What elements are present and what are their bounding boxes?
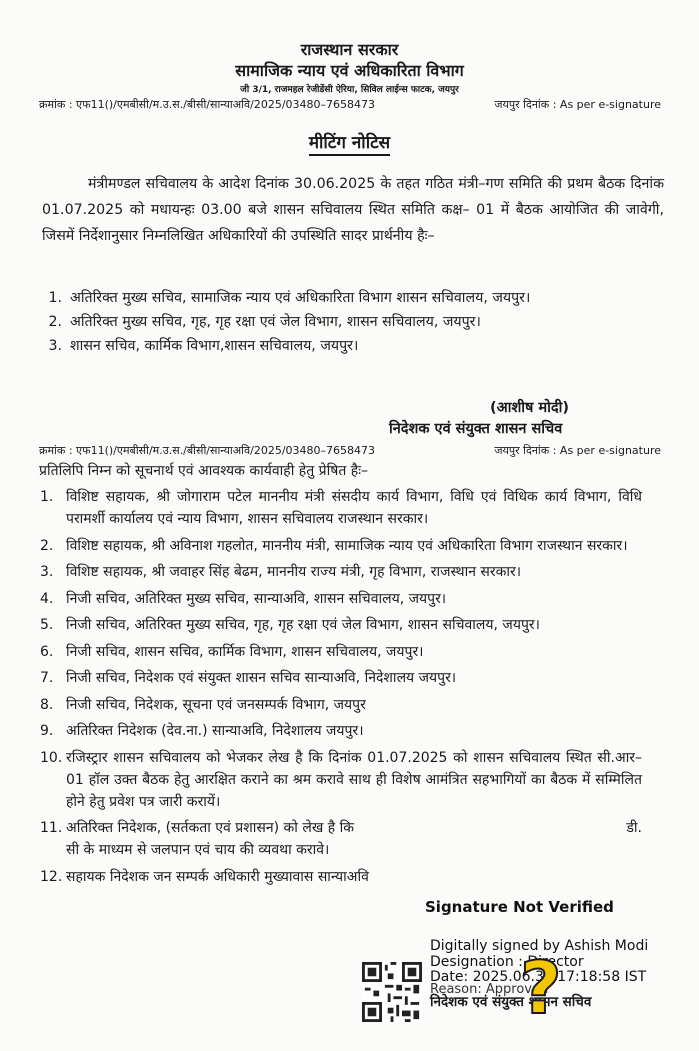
attendee-list bbox=[38, 286, 530, 358]
signer-designation: Designation : Director bbox=[430, 954, 584, 970]
list-item: 3. विशिष्ट सहायक, श्री जवाहर सिंह बेढम, माननीय राज्य मंत्री, गृह विभाग, राजस्थान सरकार। bbox=[40, 564, 522, 580]
department-name: सामाजिक न्याय एवं अधिकारिता विभाग bbox=[235, 61, 464, 80]
govt-name: राजस्थान सरकार bbox=[300, 40, 399, 59]
list-item: 7. निजी सचिव, निदेशक एवं संयुक्त शासन सचिव सान्याअवि, निदेशालय जयपुर। bbox=[40, 670, 457, 686]
list-item: 12. सहायक निदेशक जन सम्पर्क अधिकारी मुख्यावास सान्याअवि bbox=[40, 868, 369, 885]
reference-date: जयपुर दिनांक : As per e-signature bbox=[494, 98, 661, 111]
notice-body-text: मंत्रीमण्डल सचिवालय के आदेश दिनांक 30.06.2025 के तहत गठित मंत्री–गण समिति की प्रथम बैठक दिनांक 01.07.2025 को मधायन्हः 03.00 बजे शासन सचिवालय स्थित समिति कक्ष– 01 में बैठक आयोजित की जावेगी, जिसमें निर्देशानुसार निम्नलिखित अधिकारियों की उपस्थिति सादर प्रार्थनीय हैः– bbox=[42, 176, 664, 244]
list-item: 2. विशिष्ट सहायक, श्री अविनाश गहलोत, माननीय मंत्री, सामाजिक न्याय एवं अधिकारिता विभाग राजस्थान सरकार। bbox=[40, 537, 628, 554]
reference-line bbox=[39, 97, 661, 112]
list-item: 1. अतिरिक्त मुख्य सचिव, सामाजिक न्याय एवं अधिकारिता विभाग शासन सचिवालय, जयपुर। bbox=[48, 290, 531, 306]
notice-title: मीटिंग नोटिस bbox=[0, 130, 699, 153]
reference-line-2 bbox=[39, 443, 661, 458]
qr-code-icon bbox=[362, 962, 422, 1022]
signatory-name: (आशीष मोदी) bbox=[490, 400, 569, 416]
list-item: 1. विशिष्ट सहायक, श्री जोगाराम पटेल माननीय मंत्री संसदीय कार्य विभाग, विधि एवं विधिक कार्य विभाग, विधि परामर्शी कार्यालय एवं न्याय विभाग, शासन सचिवालय राजस्थान सरकार। bbox=[40, 489, 642, 527]
copy-item-11-tail: डी. bbox=[626, 820, 642, 836]
signatory-designation: निदेशक एवं संयुक्त शासन सचिव bbox=[389, 421, 563, 437]
copy-list bbox=[40, 486, 642, 892]
signature-date: Date: 2025.06.30 17:18:58 IST bbox=[430, 969, 647, 985]
signature-reason: Reason: Approved bbox=[430, 982, 549, 997]
list-item: 9. अतिरिक्त निदेशक (देव.ना.) सान्याअवि, निदेशालय जयपुर। bbox=[40, 723, 364, 739]
department-address: जी 3/1, राजमहल रेजीडेंसी ऐरिया, सिविल लाईन्स फाटक, जयपुर bbox=[240, 85, 459, 95]
list-item: 10. रजिस्ट्रार शासन सचिवालय को भेजकर लेख है कि दिनांक 01.07.2025 को शासन सचिवालय स्थित सी.आर–01 हॉल उक्त बैठक हेतु आरक्षित कराने का श्रम करावे साथ ही विशेष आमंत्रित सहभागियों का बैठक में सम्मिलित होने हेतु प्रवेश पत्र जारी करायें। bbox=[40, 749, 642, 810]
list-item: 5. निजी सचिव, अतिरिक्त मुख्य सचिव, गृह, गृह रक्षा एवं जेल विभाग, शासन सचिवालय, जयपुर। bbox=[40, 617, 540, 633]
list-item: सी के माध्यम से जलपान एवं चाय की व्यवथा करावे। bbox=[66, 842, 330, 858]
question-mark-icon: ? bbox=[520, 946, 562, 1030]
signature-designation-line: निदेशक एवं संयुक्त शासन सचिव bbox=[430, 994, 592, 1010]
list-item: 4. निजी सचिव, अतिरिक्त मुख्य सचिव, सान्याअवि, शासन सचिवालय, जयपुर। bbox=[40, 590, 447, 607]
list-item: 11. अतिरिक्त निदेशक, (सर्तकता एवं प्रशासन) को लेख है कि डी. bbox=[40, 817, 642, 839]
list-item: 8. निजी सचिव, निदेशक, सूचना एवं जनसम्पर्क विभाग, जयपुर bbox=[40, 696, 366, 713]
notice-body bbox=[42, 171, 664, 249]
signed-by: Digitally signed by Ashish Modi bbox=[430, 938, 649, 954]
reference-number: क्रमांक : एफ11()/एमबीसी/म.उ.स./बीसी/सान्याअवि/2025/03480–7658473 bbox=[39, 98, 376, 111]
list-item: 6. निजी सचिव, शासन सचिव, कार्मिक विभाग, शासन सचिवालय, जयपुर। bbox=[40, 643, 424, 660]
signature-status: Signature Not Verified bbox=[425, 898, 614, 916]
list-item: 3. शासन सचिव, कार्मिक विभाग,शासन सचिवालय, जयपुर। bbox=[48, 338, 359, 354]
list-item: 2. अतिरिक्त मुख्य सचिव, गृह, गृह रक्षा एवं जेल विभाग, शासन सचिवालय, जयपुर। bbox=[48, 314, 481, 330]
reference-number-2: क्रमांक : एफ11()/एमबीसी/म.उ.स./बीसी/सान्याअवि/2025/03480–7658473 bbox=[39, 444, 376, 457]
copy-heading: प्रतिलिपि निम्न को सूचनार्थ एवं आवश्यक कार्यवाही हेतु प्रेषित हैः– bbox=[39, 463, 369, 479]
reference-date-2: जयपुर दिनांक : As per e-signature bbox=[494, 444, 661, 457]
